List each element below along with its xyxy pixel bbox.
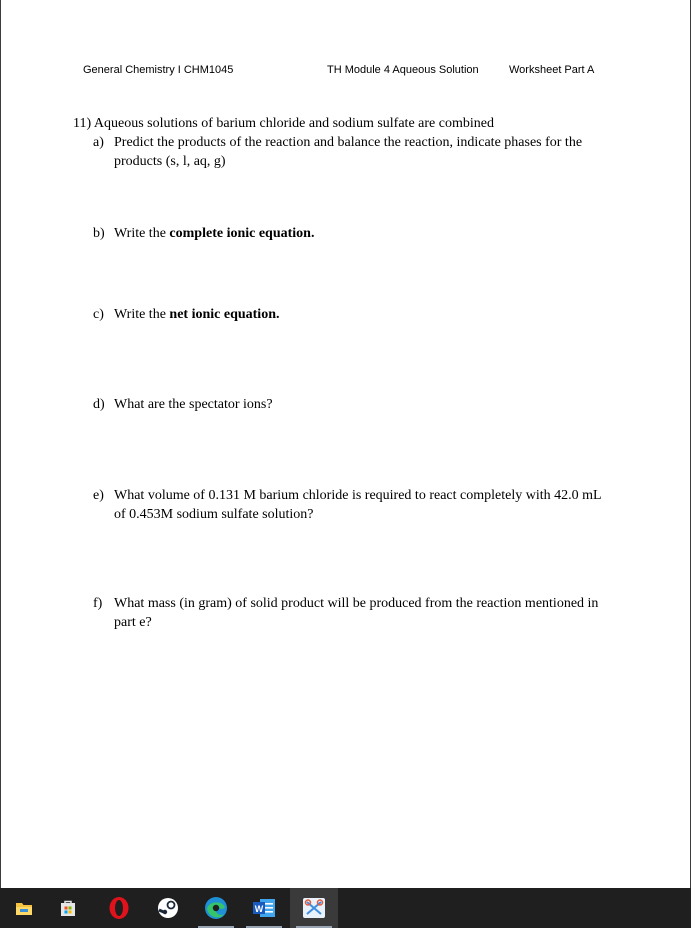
- question-part-f: [93, 594, 613, 632]
- question-part-a: [93, 133, 613, 171]
- file-explorer-icon: [15, 900, 33, 916]
- part-bold-text: net ionic equation.: [169, 307, 280, 322]
- part-label: c): [93, 307, 104, 322]
- taskbar-word[interactable]: [240, 888, 288, 928]
- header-module: TH Module 4 Aqueous Solution: [327, 64, 479, 76]
- taskbar-opera[interactable]: [95, 888, 143, 928]
- question-main: 11) Aqueous solutions of barium chloride and sodium sulfate are combined: [73, 116, 494, 131]
- taskbar-store[interactable]: [44, 888, 92, 928]
- taskbar-file-explorer[interactable]: [0, 888, 48, 928]
- part-label: d): [93, 397, 105, 412]
- part-label: a): [93, 135, 104, 150]
- header-part: Worksheet Part A: [509, 64, 595, 76]
- header-course: General Chemistry I CHM1045: [83, 64, 234, 76]
- question-part-e: [93, 486, 613, 524]
- opera-icon: [108, 896, 130, 920]
- edge-icon: [204, 896, 228, 920]
- part-text: Predict the products of the reaction and balance the reaction, indicate phases for the products (s, l, aq, g): [114, 135, 583, 169]
- steam-icon: [157, 897, 179, 919]
- taskbar-steam[interactable]: [144, 888, 192, 928]
- question-part-d: [93, 395, 613, 414]
- part-text: What mass (in gram) of solid product will be produced from the reaction mentioned in part e?: [114, 596, 599, 630]
- word-letter: W: [254, 904, 264, 914]
- question-part-c: [93, 305, 613, 324]
- question-part-b: [93, 224, 613, 243]
- part-text: Write the: [114, 226, 170, 241]
- part-text: What volume of 0.131 M barium chloride is required to react completely with 42.0 mL of 0.453M sodium sulfate solution?: [114, 488, 602, 522]
- snipping-tool-icon: [302, 897, 326, 919]
- part-bold-text: complete ionic equation.: [169, 226, 315, 241]
- taskbar-edge[interactable]: [192, 888, 240, 928]
- taskbar-snipping-tool[interactable]: [290, 888, 338, 928]
- part-text: What are the spectator ions?: [114, 397, 273, 412]
- part-label: b): [93, 226, 105, 241]
- part-label: e): [93, 488, 104, 503]
- part-label: f): [93, 596, 103, 611]
- word-icon: [252, 898, 276, 918]
- taskbar: [0, 888, 691, 928]
- part-text: Write the: [114, 307, 170, 322]
- microsoft-store-icon: [59, 899, 77, 917]
